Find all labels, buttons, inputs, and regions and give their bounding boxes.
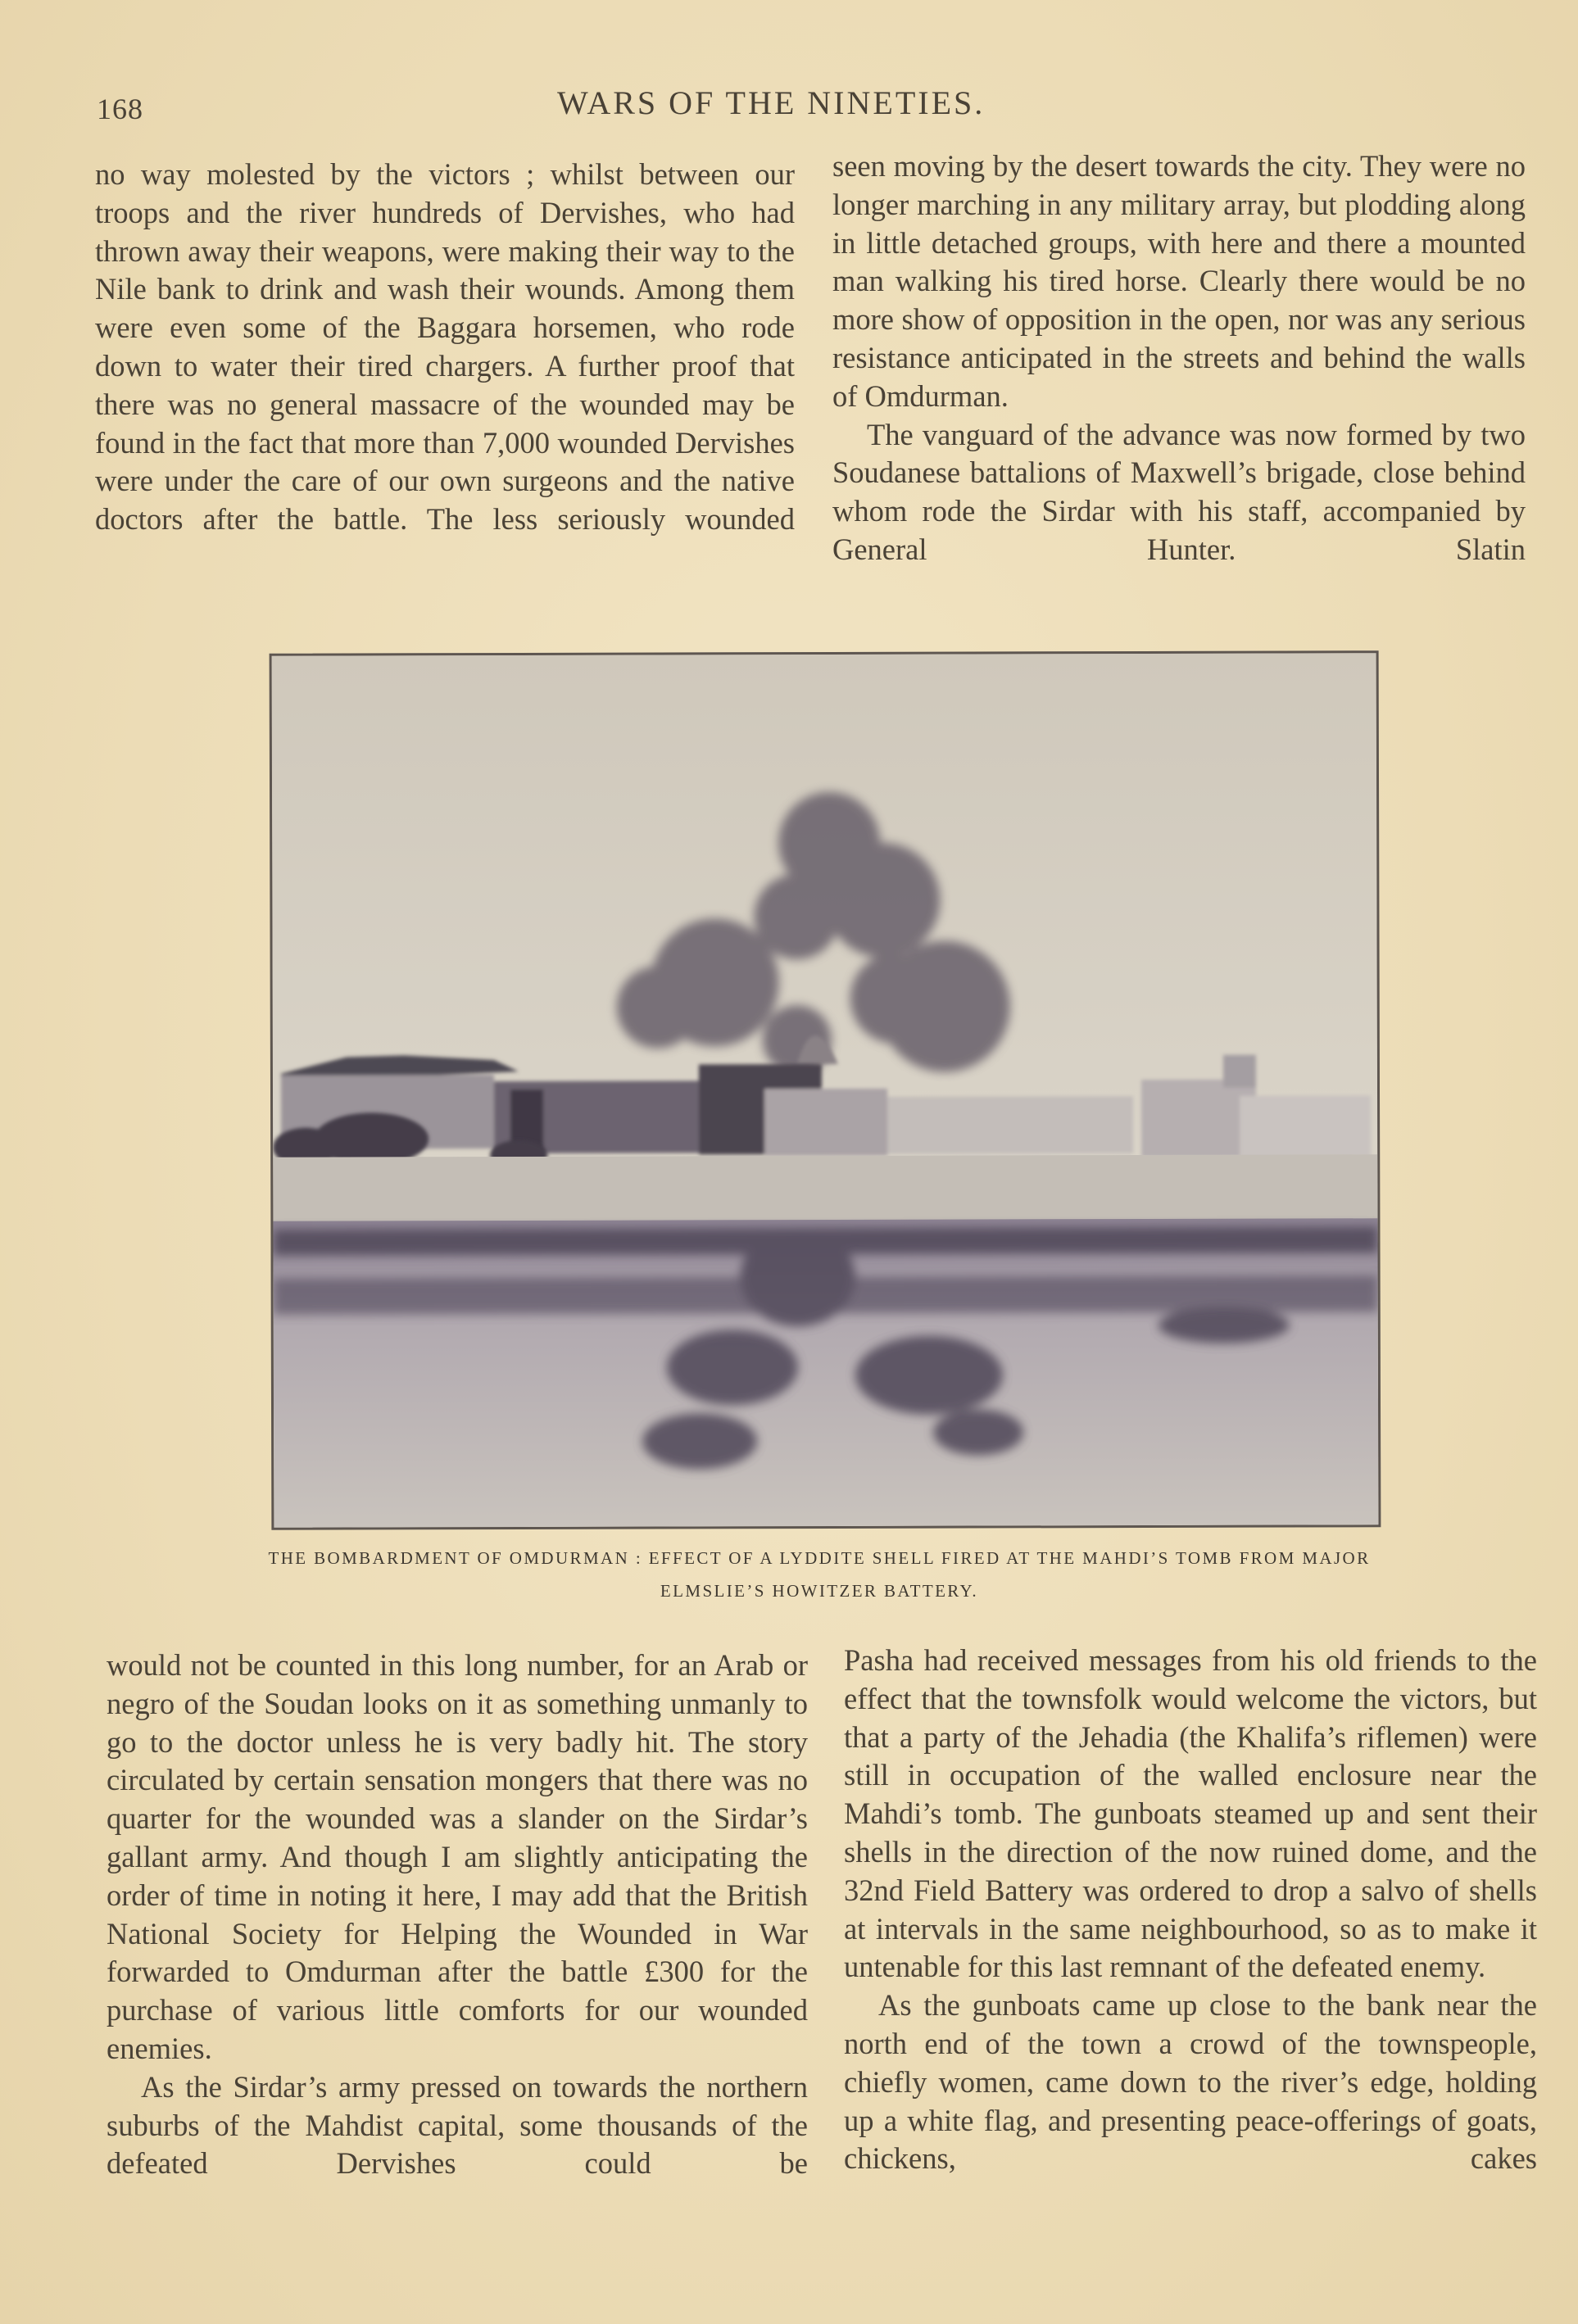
figure-caption [98,1542,1540,1607]
top-left-column [95,156,795,539]
page-number: 168 [97,93,143,125]
halftone-plate [272,653,1379,1528]
paragraph: would not be counted in this long number, for an Arab or negro of the Soudan looks on it as something unmanly to go to the doctor unless he is very badly hit. The story circulated by certain sensation mongers that there was no quarter for the wounded was a slander on the Sirdar’s gallant army. And though I am slightly anticipating the order of time in noting it here, I may add that the British National Society for Helping the Wounded in War forwarded to Omdurman after the battle £300 for the purchase of various little comforts for our wounded enemies. [107,1648,808,2065]
paragraph: The vanguard of the advance was now formed by two Soudanese battalions of Maxwell’s brigade, close behind whom rode the Sirdar with his staff, accompanied by General Hunter. Slatin [832,417,1526,566]
bottom-right-column [844,1642,1537,2178]
bottom-left-column [107,1647,808,2183]
caption-line: ELMSLIE’S HOWITZER BATTERY. [660,1581,979,1601]
top-right-column [832,147,1526,569]
bombardment-illustration [270,650,1381,1530]
paragraph: As the gunboats came up close to the bank near the north end of the town a crowd of the townspeople, chiefly women, came down to the river’s edge, holding up a white flag, and presenting peace-offerings of goats, chickens, cakes [844,1988,1537,2176]
paragraph: As the Sirdar’s army pressed on towards the northern suburbs of the Mahdist capital, some thousands of the defeated Dervishes could be [107,2069,808,2181]
paragraph: no way molested by the victors ; whilst between our troops and the river hundreds of Dervishes, who had thrown away their weapons, were making their way to the Nile bank to drink and wash their wounds. Among them were even some of the Baggara horsemen, who rode down to water their tired chargers. A further proof that there was no general massacre of the wounded may be found in the fact that more than 7,000 wounded Dervishes were under the care of our own surgeons and the native doctors after the battle. The less seriously wounded [95,157,795,537]
running-title: WARS OF THE NINETIES. [557,84,986,121]
paragraph: Pasha had received messages from his old friends to the effect that the townsfolk would welcome the victors, but that a party of the Jehadia (the Khalifa’s riflemen) were still in occupation of the walled enclosure near the Mahdi’s tomb. The gunboats steamed up and sent their shells in the direction of the now ruined dome, and the 32nd Field Battery was ordered to drop a salvo of shells at intervals in the same neighbourhood, so as to make it untenable for this last remnant of the defeated enemy. [844,1643,1537,1984]
caption-line: THE BOMBARDMENT OF OMDURMAN : EFFECT OF A LYDDITE SHELL FIRED AT THE MAHDI’S TOMB FROM MAJOR [268,1548,1371,1568]
paragraph: seen moving by the desert towards the city. They were no longer marching in any military array, but plodding along in little detached groups, with here and there a mounted man walking his tired horse. Clearly there would be no more show of opposition in the open, nor was any serious resistance anticipated in the streets and behind the walls of Omdurman. [832,149,1526,413]
